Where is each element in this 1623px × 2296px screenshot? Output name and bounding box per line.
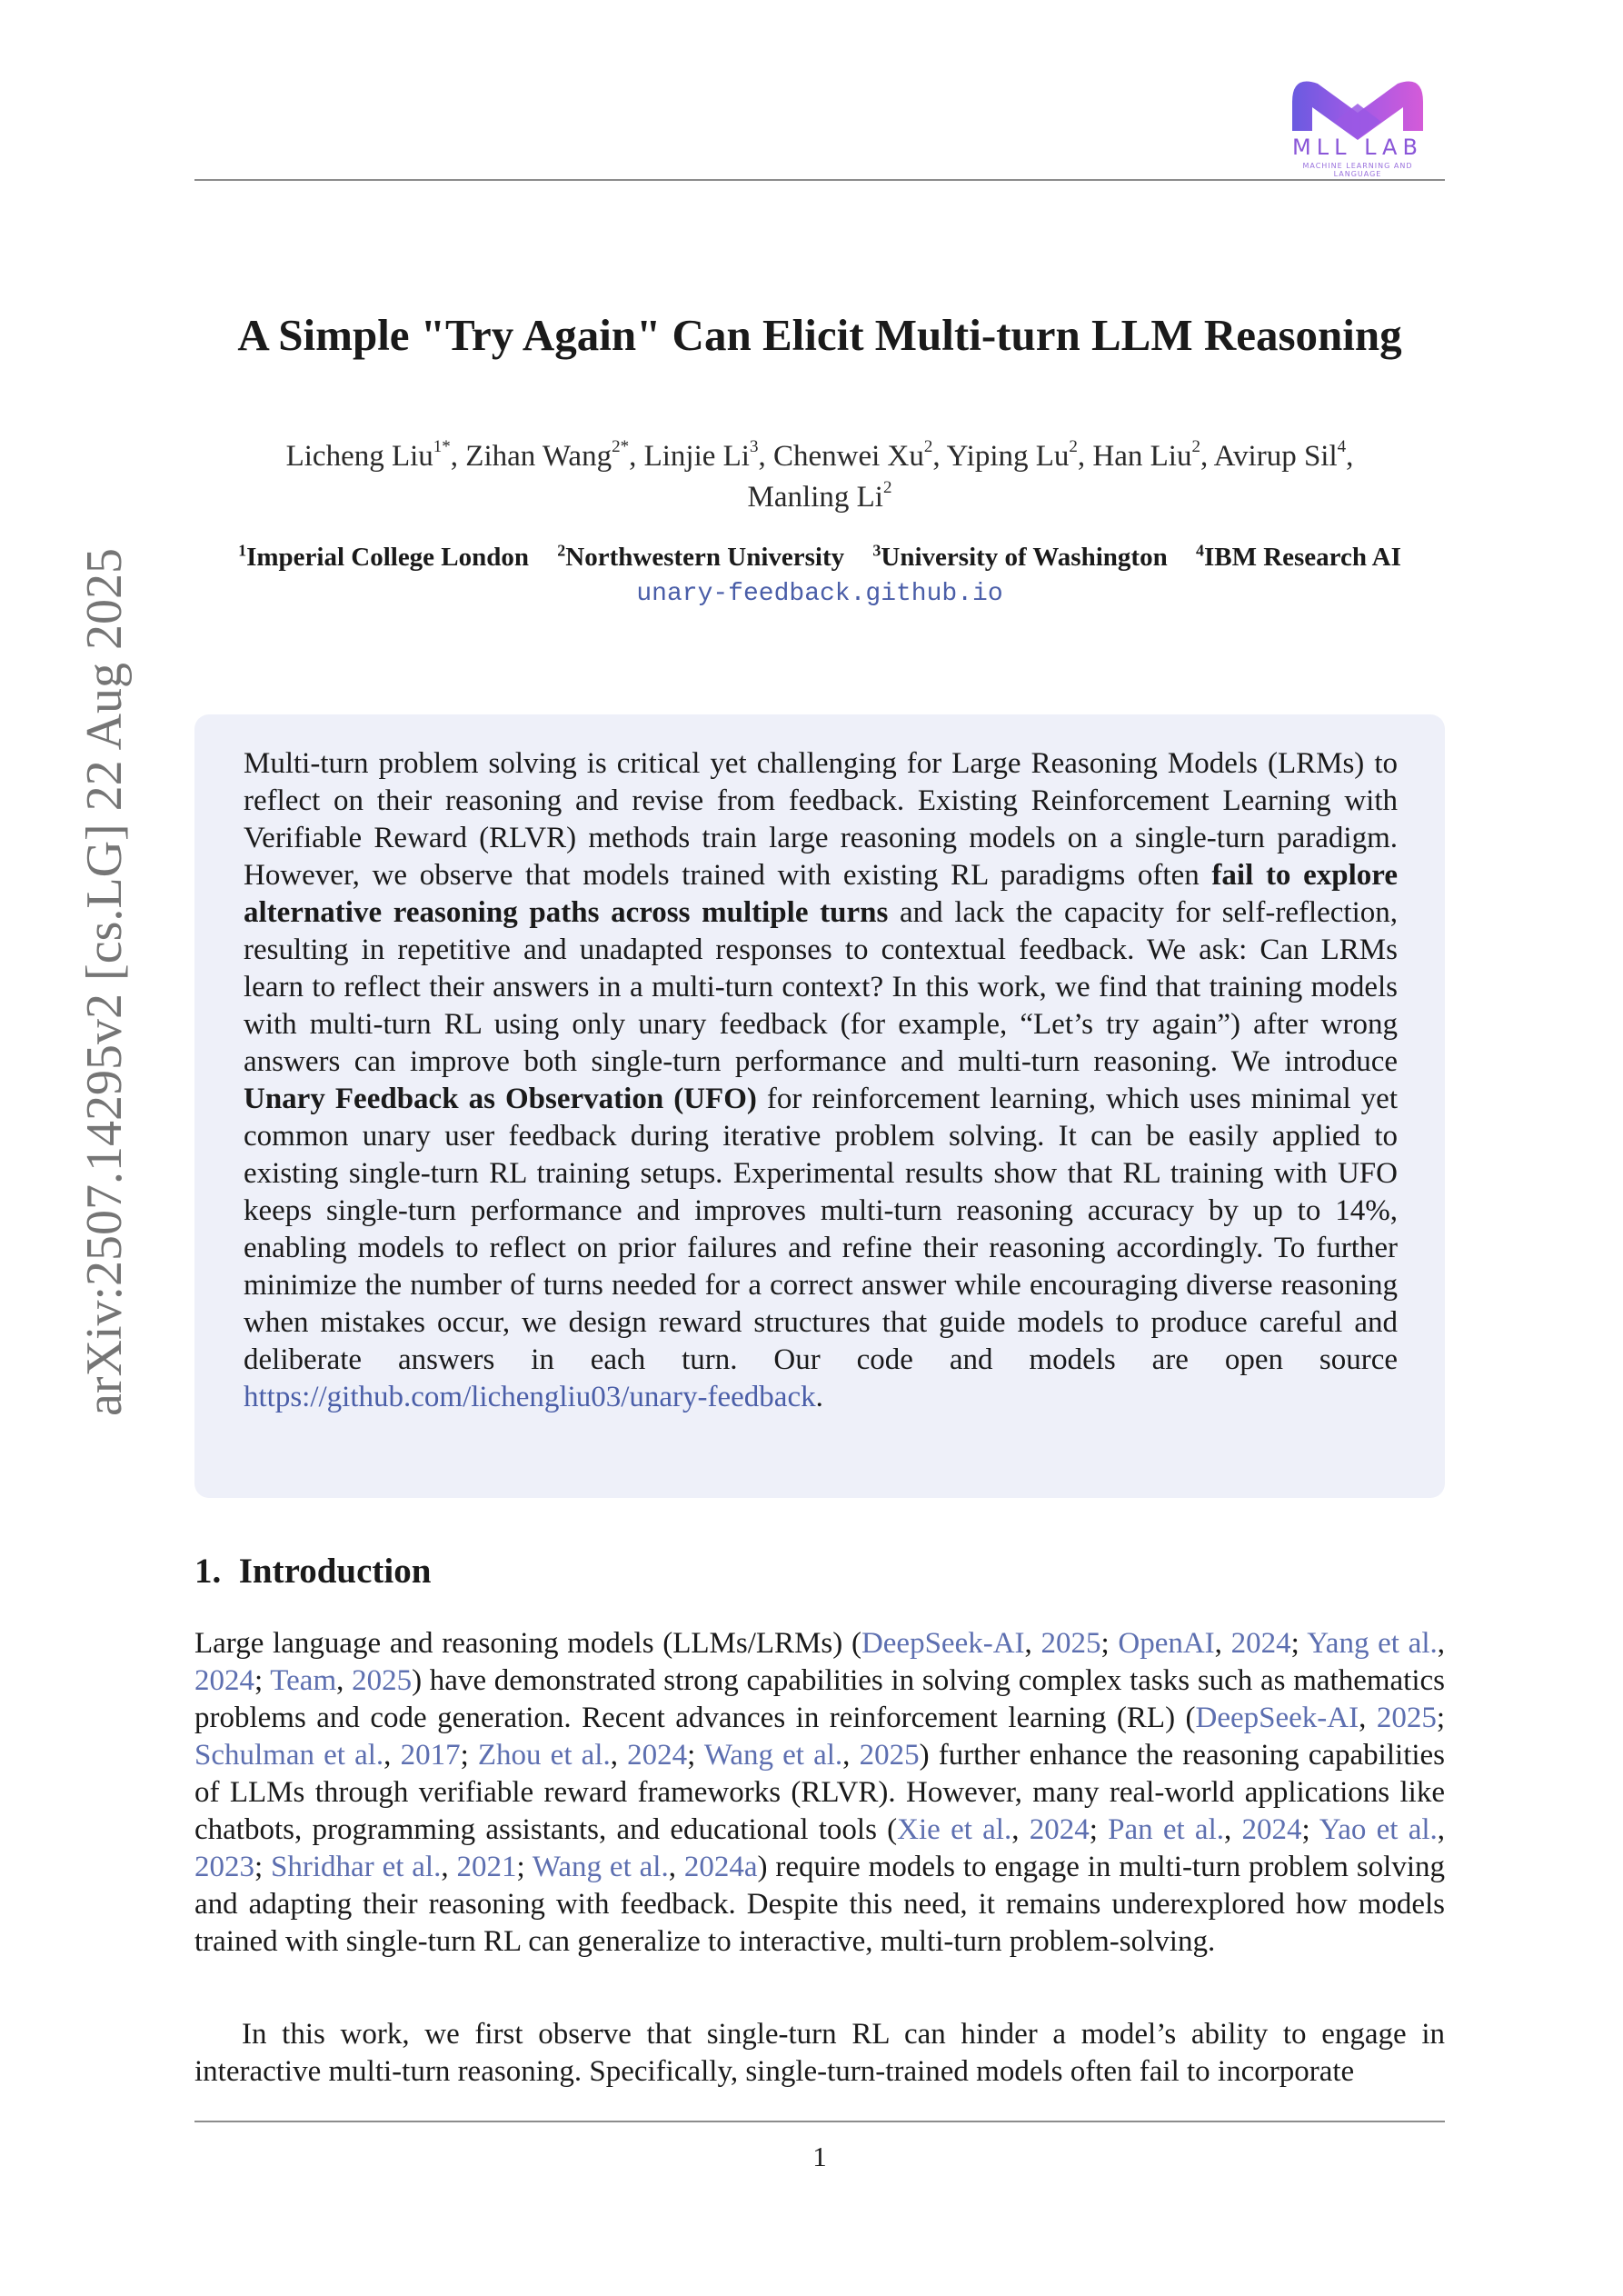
citation-year-link[interactable]: 2024 — [1241, 1813, 1302, 1846]
author-affil: 2 — [1069, 437, 1078, 456]
text-run: ) have demonstrated strong capabilities in solving complex tasks such as mathematics problems and code generation. Recent advances in reinforcement learning (RL) ( — [194, 1664, 1445, 1734]
citation-link[interactable]: DeepSeek-AI — [861, 1627, 1025, 1660]
abstract-text — [244, 745, 1398, 1416]
citation-link[interactable]: Schulman et al. — [194, 1739, 384, 1772]
text-run: ; — [460, 1739, 478, 1772]
page-number: 1 — [812, 2141, 827, 2172]
citation-link[interactable]: OpenAI — [1118, 1627, 1215, 1660]
abstract-end: . — [815, 1381, 823, 1413]
text-run: , — [441, 1851, 457, 1883]
affil-num: 4 — [1195, 541, 1204, 560]
author-list: Licheng Liu$^{1*}$, Zihan Wang$^{2*}$, Linjie Li$^3$, Chenwei Xu$^2$, Yiping Lu$^2$, Han Liu$^2$, Avirup Sil$^4$, Manling Li$^2$ — [285, 437, 1354, 514]
author-affil: 3 — [749, 437, 759, 456]
citation-year-link[interactable]: 2025 — [1041, 1627, 1101, 1660]
abstract-part: Multi-turn problem solving is critical yet challenging for Large Reasoning Models (LRMs) to reflect on their reasoning and revise from feedback. Existing Reinforcement Learning with Verifiable Reward (RLVR) methods train large reasoning models on a single-turn paradigm. However, we observe that models trained with existing RL paradigms often — [244, 747, 1398, 892]
citation-year-link[interactable]: 2024 — [627, 1739, 688, 1772]
affiliation: University of Washington — [881, 543, 1168, 572]
text-run: ) further enhance the reasoning capabilities of LLMs through verifiable reward frameworks (RLVR). However, many real-world applications like chatbots, programming assistants, and educational tools ( — [194, 1739, 1446, 1846]
paper-title: A Simple "Try Again" Can Elicit Multi-turn LLM Reasoning — [237, 310, 1402, 360]
footer-rule — [194, 2121, 1445, 2122]
abstract-part: for reinforcement learning, which uses minimal yet common unary user feedback during iterative problem solving. It can be easily applied to existing single-turn RL training setups. Experimental results show that RL training with UFO keeps single-turn performance and improves multi-turn reasoning accuracy by up to 14%, enabling models to reflect on prior failures and refine their reasoning accordingly. To further minimize the number of turns needed for a correct answer while encouraging diverse reasoning when mistakes occur, we design reward structures that guide models to produce careful and deliberate answers in each turn. Our code and models are open source — [244, 1083, 1398, 1376]
affil-num: 3 — [872, 541, 881, 560]
text-run: ; — [254, 1851, 272, 1883]
affiliation-list — [194, 543, 1445, 573]
citation-year-link[interactable]: 2024 — [194, 1664, 254, 1697]
citation-year-link[interactable]: 2023 — [194, 1851, 254, 1883]
author: Manling Li — [747, 481, 883, 514]
text-run: ; — [1290, 1627, 1308, 1660]
citation-link[interactable]: Zhou et al. — [477, 1739, 611, 1772]
text-run: , — [1437, 1627, 1445, 1660]
project-link[interactable]: unary-feedback.github.io — [636, 580, 1003, 608]
intro-paragraph-2: In this work, we first observe that single-turn RL can hinder a model’s ability to engage in interactive multi-turn reasoning. Specifically, single-turn-trained models often fail to incorporate — [194, 2018, 1445, 2088]
author: Avirup Sil — [1213, 440, 1338, 473]
author: Zihan Wang — [465, 440, 612, 473]
affiliation: Northwestern University — [565, 543, 845, 572]
logo-subtext: MACHINE LEARNING AND LANGUAGE — [1302, 162, 1413, 178]
citation-link[interactable]: Yang et al. — [1307, 1627, 1438, 1660]
affiliation: IBM Research AI — [1203, 543, 1401, 572]
citation-link[interactable]: Wang et al. — [532, 1851, 669, 1883]
text-run: , — [1024, 1627, 1041, 1660]
citation-year-link[interactable]: 2024 — [1230, 1627, 1291, 1660]
citation-link[interactable]: Pan et al. — [1108, 1813, 1224, 1846]
affiliation: Imperial College London — [246, 543, 530, 572]
citation-year-link[interactable]: 2024a — [683, 1851, 758, 1883]
text-run: ; — [1301, 1813, 1319, 1846]
text-run: ; — [254, 1664, 271, 1697]
text-run: , — [383, 1739, 401, 1772]
author: Linjie Li — [643, 440, 750, 473]
text-run: , — [668, 1851, 684, 1883]
abstract-part: and lack the capacity for self-reflection, resulting in repetitive and unadapted responses to contextual feedback. We ask: Can LRMs learn to reflect their answers in a multi-turn context? In this work, we find that training models with multi-turn RL using only unary feedback (for example, “Let’s try again”) after wrong answers can improve both single-turn performance and multi-turn reasoning. We introduce — [244, 896, 1398, 1078]
text-run: ; — [1089, 1813, 1109, 1846]
author: Chenwei Xu — [772, 440, 924, 473]
text-run: ; — [687, 1739, 704, 1772]
citation-link[interactable]: Wang et al. — [703, 1739, 843, 1772]
intro-paragraph-1 — [194, 1625, 1445, 1961]
text-run: ; — [516, 1851, 533, 1883]
citation-year-link[interactable]: 2025 — [352, 1664, 413, 1697]
abstract-highlight: Unary Feedback as Observation (UFO) — [244, 1083, 757, 1115]
text-run: , — [842, 1739, 860, 1772]
citation-link[interactable]: Shridhar et al. — [271, 1851, 442, 1883]
author: Licheng Liu — [285, 440, 433, 473]
text-run: Large language and reasoning models (LLMs/LRMs) ( — [194, 1627, 861, 1660]
section-heading — [194, 1551, 431, 1592]
text-run: , — [610, 1739, 628, 1772]
affil-num: 2 — [557, 541, 566, 560]
author-affil: 2* — [612, 437, 630, 456]
citation-year-link[interactable]: 2017 — [400, 1739, 461, 1772]
citation-year-link[interactable]: 2021 — [456, 1851, 517, 1883]
citation-link[interactable]: Team — [270, 1664, 337, 1697]
code-link[interactable]: https://github.com/lichengliu03/unary-feedback — [244, 1381, 816, 1413]
author-affil: 2 — [882, 478, 892, 497]
author: Han Liu — [1092, 440, 1192, 473]
text-run: ; — [1100, 1627, 1119, 1660]
arxiv-stamp: arXiv:2507.14295v2 [cs.LG] 22 Aug 2025 — [76, 547, 133, 1416]
citation-link[interactable]: Yao et al. — [1319, 1813, 1438, 1846]
citation-year-link[interactable]: 2024 — [1029, 1813, 1090, 1846]
text-run: , — [1011, 1813, 1030, 1846]
header-rule — [194, 179, 1445, 181]
section-title: Introduction — [238, 1552, 432, 1591]
text-run: ) require models to engage in multi-turn problem solving and adapting their reasoning with feedback. Despite this need, it remains underexplored how models trained with single-turn RL can generalize to interactive, multi-turn problem-solving. — [194, 1851, 1445, 1958]
citation-year-link[interactable]: 2025 — [1376, 1702, 1437, 1734]
logo-text: MLL LAB — [1292, 135, 1423, 160]
text-run: , — [1437, 1813, 1446, 1846]
text-run: ; — [1436, 1702, 1446, 1734]
author-affil: 1* — [433, 437, 451, 456]
author: Yiping Lu — [946, 440, 1070, 473]
citation-link[interactable]: Xie et al. — [897, 1813, 1012, 1846]
text-run: , — [1214, 1627, 1231, 1660]
text-run: , — [1359, 1702, 1377, 1734]
text-run: , — [1224, 1813, 1242, 1846]
author-affil: 2 — [1191, 437, 1200, 456]
citation-link[interactable]: DeepSeek-AI — [1195, 1702, 1359, 1734]
abstract-highlight: fail to explore alternative reasoning paths across multiple turns — [244, 859, 1398, 929]
text-run: , — [336, 1664, 353, 1697]
citation-year-link[interactable]: 2025 — [859, 1739, 920, 1772]
author-affil: 2 — [923, 437, 933, 456]
section-number: 1. — [194, 1552, 222, 1591]
author-affil: 4 — [1337, 437, 1347, 456]
affil-num: 1 — [238, 541, 247, 560]
